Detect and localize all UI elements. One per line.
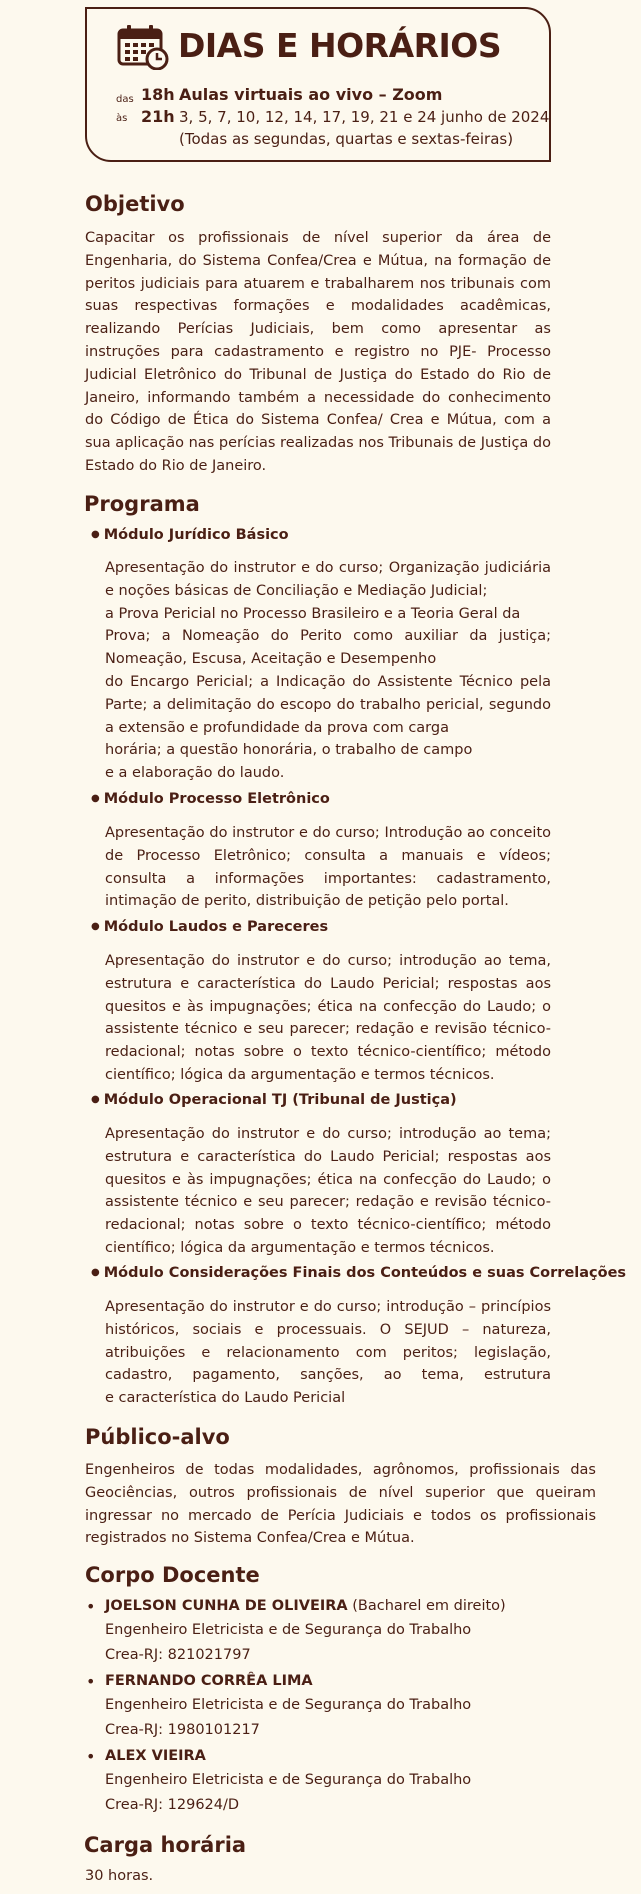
teacher-role: Engenheiro Eletricista e de Segurança do Trabalho	[105, 1697, 472, 1713]
class-mode: Aulas virtuais ao vivo – Zoom	[179, 85, 443, 104]
class-weekdays: (Todas as segundas, quartas e sextas-feiras)	[179, 130, 514, 148]
time-from-label: das	[116, 94, 134, 105]
module-line: atribuições e relacionamento com peritos; legislação,	[105, 1344, 551, 1361]
module-line: horária; a questão honorária, o trabalho de campo	[105, 742, 473, 759]
teacher-note: (Bacharel em direito)	[352, 1598, 506, 1614]
objective-text: Capacitar os profissionais de nível superior da área de Engenharia, do Sistema Confea/Crea e Mútua, na formação de peritos judiciais para atuarem e trabalharem nos tribunais com suas respectivas formações e modalidades acadêmicas, realizando Perícias Judiciais, bem como apresentar as instruções para cadastramento e registro no PJE- Processo Judicial Eletrônico do Tribunal de Justiça do Estado do Rio de Janeiro, informando também a necessidade do conhecimento do Código de Ética do Sistema Confea/ Crea e Mútua, com a sua aplicação nas perícias realizadas nos Tribunais de Justiça do Estado do Rio de Janeiro.	[85, 230, 551, 474]
module-line: cadastro, pagamento, sanções, ao tema, estrutura	[105, 1367, 551, 1384]
faculty-title: Corpo Docente	[85, 1563, 260, 1587]
schedule-box	[85, 7, 551, 162]
module-desc-consideracoes	[105, 1296, 551, 1410]
module-line: e característica do Laudo Pericial	[105, 1390, 346, 1407]
module-line: Nomeação, Escusa, Aceitação e Desempenho	[105, 651, 437, 668]
module-desc-laudos: Apresentação do instrutor e do curso; introdução ao tema, estrutura e característica do Laudo Pericial; respostas aos quesitos e às impugnações; ética na confecção do Laudo; o assistente técnico e seu parecer; redação e revisão técnico-redacional; notas sobre o texto técnico-científico; método científico; lógica da argumentação e termos técnicos.	[105, 953, 551, 1083]
teacher-name-text: JOELSON CUNHA DE OLIVEIRA	[105, 1598, 348, 1614]
module-title-consideracoes: ● Módulo Considerações Finais dos Conteúdos e suas Correlações	[91, 1265, 626, 1281]
program-title: Programa	[84, 492, 200, 516]
module-line: históricos, sociais e processuais. O SEJUD – natureza,	[105, 1321, 551, 1338]
module-line: do Encargo Pericial; a Indicação do Assistente Técnico pela	[105, 673, 551, 690]
teacher-role: Engenheiro Eletricista e de Segurança do Trabalho	[105, 1622, 472, 1638]
calendar-clock-icon	[117, 24, 169, 70]
time-to-label: às	[116, 113, 128, 124]
time-from: 18h	[141, 85, 175, 104]
teacher-name	[105, 1673, 313, 1689]
objective-title: Objetivo	[85, 192, 185, 216]
teacher-name-text: FERNANDO CORRÊA LIMA	[105, 1673, 313, 1689]
audience-title: Público-alvo	[85, 1425, 230, 1449]
module-line: a extensão e profundidade da prova com carga	[105, 719, 449, 736]
teacher-name	[105, 1598, 506, 1614]
workload-value: 30 horas.	[85, 1868, 154, 1884]
module-title-eletronico: ● Módulo Processo Eletrônico	[91, 791, 330, 807]
teacher-registration: Crea-RJ: 821021797	[105, 1647, 251, 1663]
module-line: Prova; a Nomeação do Perito como auxiliar da justiça;	[105, 628, 551, 645]
module-desc-operacional: Apresentação do instrutor e do curso; introdução ao tema; estrutura e característica do Laudo Pericial; respostas aos quesitos e às impugnações; ética na confecção do Laudo; o assistente técnico e seu parecer; redação e revisão técnico-redacional; notas sobre o texto técnico-científico; método científico; lógica da argumentação e termos técnicos.	[105, 1126, 551, 1256]
module-title-operacional: ● Módulo Operacional TJ (Tribunal de Justiça)	[91, 1092, 457, 1108]
time-to: 21h	[141, 107, 175, 126]
module-line: e noções básicas de Conciliação e Mediação Judicial;	[105, 582, 488, 599]
module-title-laudos: ● Módulo Laudos e Pareceres	[91, 919, 328, 935]
teacher-role: Engenheiro Eletricista e de Segurança do Trabalho	[105, 1772, 472, 1788]
teacher-registration: Crea-RJ: 129624/D	[105, 1797, 240, 1813]
module-line: Parte; a delimitação do escopo do trabalho pericial, segundo	[105, 696, 551, 713]
module-desc-eletronico: Apresentação do instrutor e do curso; Introdução ao conceito de Processo Eletrônico; consulta a manuais e vídeos; consulta a informações importantes: cadastramento, intimação de perito, distribuição de petição pelo portal.	[105, 825, 551, 910]
schedule-title: DIAS E HORÁRIOS	[178, 26, 502, 65]
teacher-registration: Crea-RJ: 1980101217	[105, 1722, 260, 1738]
module-line: a Prova Pericial no Processo Brasileiro e a Teoria Geral da	[105, 605, 521, 622]
module-line: Apresentação do instrutor e do curso; introdução – princípios	[105, 1299, 551, 1315]
module-line: e a elaboração do laudo.	[105, 765, 285, 782]
workload-title: Carga horária	[84, 1833, 247, 1857]
module-line: Apresentação do instrutor e do curso; Organização judiciária	[105, 560, 551, 576]
teacher-name-text: ALEX VIEIRA	[105, 1748, 206, 1764]
class-dates: 3, 5, 7, 10, 12, 14, 17, 19, 21 e 24 junho de 2024	[179, 108, 550, 126]
audience-text: Engenheiros de todas modalidades, agrônomos, profissionais das Geociências, outros profissionais de nível superior que queiram ingressar no mercado de Perícia Judiciais e todos os profissionais registrados no Sistema Confea/Crea e Mútua.	[85, 1462, 596, 1547]
teacher-name	[105, 1748, 206, 1764]
module-desc-juridico	[105, 557, 551, 785]
module-title-juridico: ● Módulo Jurídico Básico	[91, 527, 289, 543]
